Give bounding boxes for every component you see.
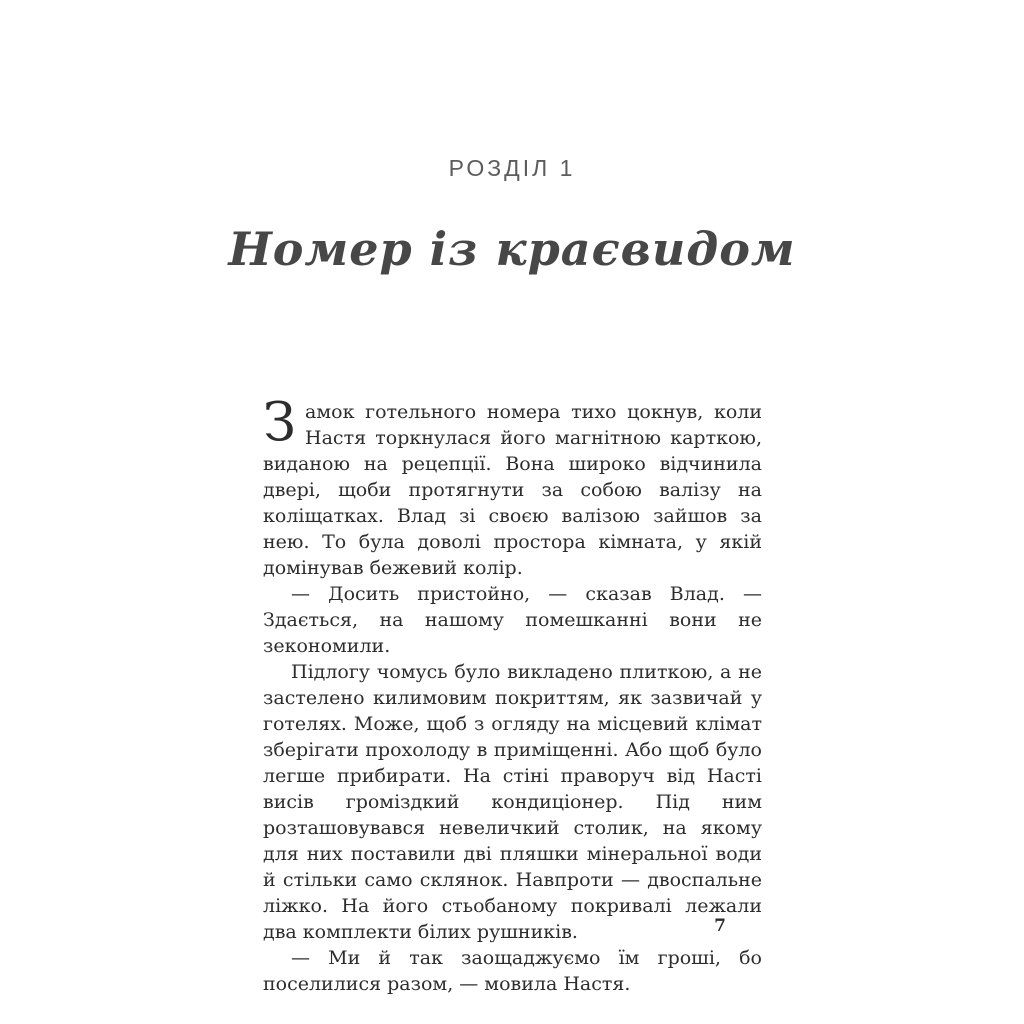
paragraph bbox=[263, 392, 762, 581]
dropcap-letter: З bbox=[263, 392, 297, 453]
chapter-title: Номер із краєвидом bbox=[228, 222, 796, 276]
paragraph: — Досить пристойно, — сказав Влад. — Здається, на нашому помешканні вони не зекономили. bbox=[263, 583, 762, 657]
page-number: 7 bbox=[714, 916, 726, 936]
chapter-heading: РОЗДІЛ 1 bbox=[448, 155, 576, 181]
paragraph-text: амок готельного номера тихо цокнув, коли Настя торкнулася його магнітною карткою, виданою на рецепції. Вона широко відчинила двері, щоби протягнути за собою валізу на коліщатках. Влад зі своєю валізою зайшов за нею. То була доволі простора кімната, у якій домінував бежевий колір. bbox=[263, 401, 762, 579]
paragraph: — Ми й так заощаджуємо їм гроші, бо поселилися разом, — мовила Настя. bbox=[263, 947, 762, 995]
body-text bbox=[263, 392, 762, 997]
paragraph: Підлогу чомусь було викладено плиткою, а не застелено килимовим покриттям, як зазвичай у готелях. Може, щоб з огляду на місцевий клімат зберігати прохолоду в приміщенні. Або щоб було легше прибирати. На стіні праворуч від Насті висів громіздкий кондиціонер. Під ним розташовувався невеличкий столик, на якому для них поставили дві пляшки мінеральної води й стільки само склянок. Навпроти — двоспальне ліжко. На його стьобаному покривалі лежали два комплекти білих рушників. bbox=[263, 661, 762, 943]
